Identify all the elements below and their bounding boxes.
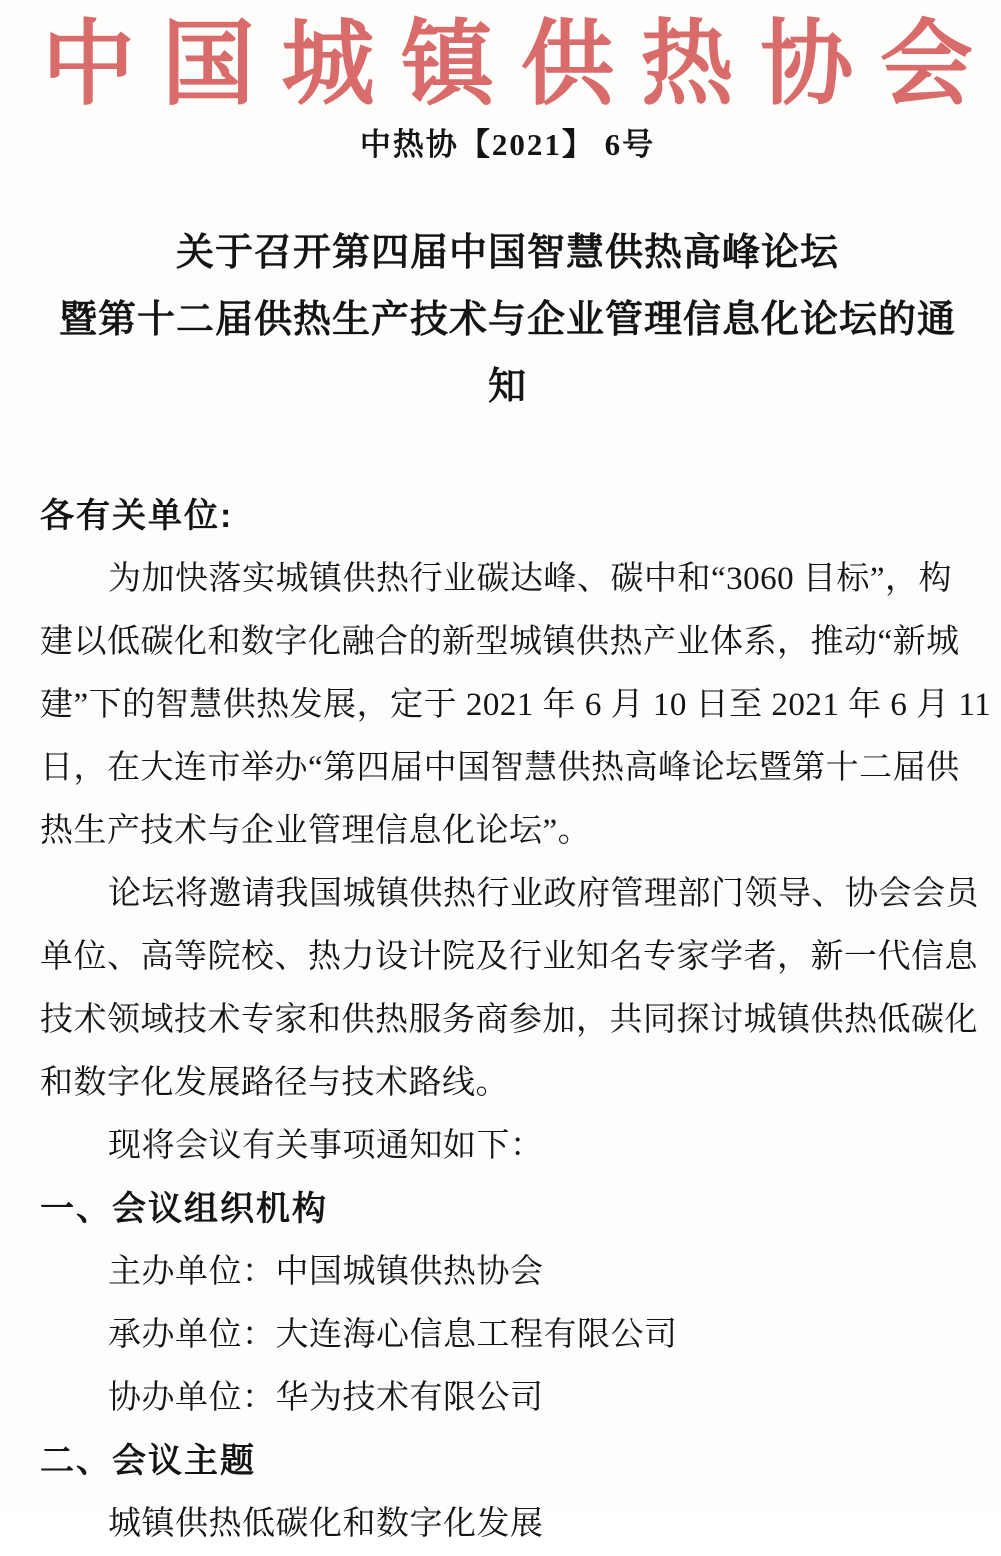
organizer-co-organizer: 协办单位：华为技术有限公司 <box>108 1380 544 1416</box>
text-line: 为加快落实城镇供热行业碳达峰、碳中和“3060 目标”，构 <box>108 561 953 597</box>
paragraph-background <box>40 548 992 863</box>
org-name-char: 热 <box>640 14 734 117</box>
text-line: 建以低碳化和数字化融合的新型城镇供热产业体系，推动“新城 <box>40 624 960 660</box>
organizer-host: 主办单位：中国城镇供热协会 <box>108 1254 544 1290</box>
document-title <box>40 220 975 421</box>
text-line: 单位、高等院校、热力设计院及行业知名专家学者，新一代信息 <box>40 939 978 975</box>
text-line: 技术领域技术专家和供热服务商参加，共同探讨城镇供热低碳化 <box>40 1002 978 1038</box>
text-line: 和数字化发展路径与技术路线。 <box>40 1065 509 1101</box>
salutation: 各有关单位: <box>40 497 234 535</box>
org-name-char: 城 <box>281 14 375 117</box>
org-name-char: 供 <box>520 14 614 117</box>
section-heading-2: 二、会议主题 <box>40 1442 256 1480</box>
paragraph-notice-intro: 现将会议有关事项通知如下： <box>108 1128 544 1164</box>
text-line: 论坛将邀请我国城镇供热行业政府管理部门领导、协会会员 <box>108 876 979 912</box>
text-line: 日，在大连市举办“第四届中国智慧供热高峰论坛暨第十二届供 <box>40 750 960 786</box>
org-name-char: 国 <box>161 14 255 117</box>
organizer-list <box>40 1241 975 1430</box>
paragraph-invitation <box>40 863 979 1115</box>
document-title-line2: 暨第十二届供热生产技术与企业管理信息化论坛的通知 <box>58 299 956 408</box>
conference-theme: 城镇供热低碳化和数字化发展 <box>108 1506 544 1542</box>
org-name-char: 中 <box>42 14 135 117</box>
text-line: 热生产技术与企业管理信息化论坛”。 <box>40 813 592 849</box>
org-name-char: 会 <box>879 14 973 117</box>
organizer-undertaker: 承办单位：大连海心信息工程有限公司 <box>108 1317 678 1353</box>
document-number: 中热协【2021】 6号 <box>359 127 656 162</box>
org-name-char: 镇 <box>401 14 495 117</box>
section-heading-1: 一、会议组织机构 <box>40 1190 328 1228</box>
letterhead-org-name <box>40 14 975 118</box>
text-line: 建”下的智慧供热发展，定于 2021 年 6 月 10 日至 2021 年 6 月 11 <box>40 687 992 723</box>
org-name-char: 协 <box>760 14 854 117</box>
document-title-line1: 关于召开第四届中国智慧供热高峰论坛 <box>175 232 839 274</box>
